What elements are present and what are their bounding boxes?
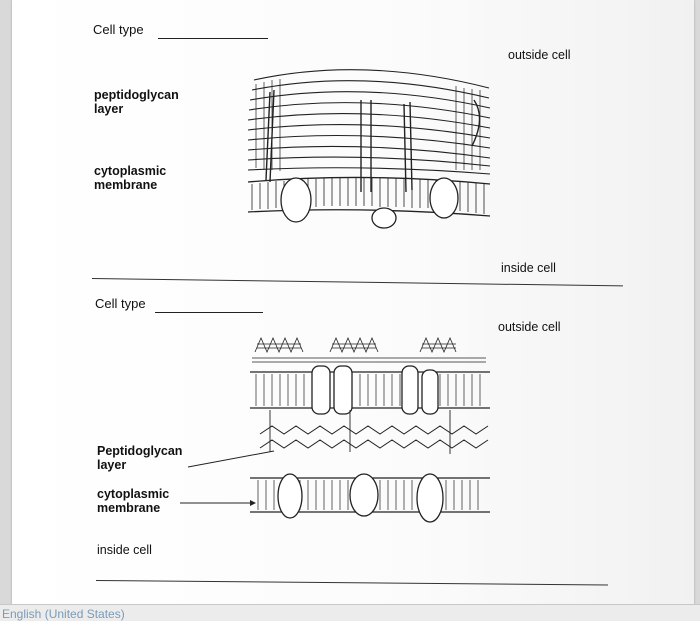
top-membrane-label-line2: membrane bbox=[94, 178, 158, 192]
bottom-outside-cell-label: outside cell bbox=[498, 320, 561, 334]
bottom-cell-type-label: Cell type bbox=[95, 296, 146, 311]
top-membrane-label-line1: cytoplasmic bbox=[94, 164, 167, 178]
gram-positive-wall-diagram bbox=[234, 60, 504, 240]
top-peptidoglycan-label-line2: layer bbox=[94, 102, 124, 116]
bottom-section-divider bbox=[96, 580, 608, 585]
bottom-membrane-proteins bbox=[278, 474, 443, 522]
top-outside-cell-label: outside cell bbox=[508, 48, 571, 62]
bottom-membrane-label-line2: membrane bbox=[97, 501, 161, 515]
top-peptidoglycan-label-line1: peptidoglycan bbox=[94, 88, 179, 102]
bottom-membrane-label bbox=[97, 487, 169, 515]
teichoic-acids bbox=[266, 90, 480, 192]
top-membrane-label bbox=[94, 164, 166, 192]
porin-proteins bbox=[312, 366, 438, 414]
top-inside-cell-label: inside cell bbox=[501, 261, 556, 275]
membrane-pointer-arrow bbox=[180, 497, 260, 509]
top-section-divider bbox=[92, 278, 623, 286]
bottom-peptidoglycan-label bbox=[97, 444, 182, 472]
bottom-cell-type-blank bbox=[155, 312, 263, 313]
top-membrane-proteins bbox=[281, 178, 458, 228]
top-peptidoglycan-label bbox=[94, 88, 179, 116]
bottom-inside-cell-label: inside cell bbox=[97, 543, 152, 557]
language-indicator[interactable]: English (United States) bbox=[2, 607, 125, 621]
peptidoglycan-layers bbox=[248, 70, 490, 174]
lipopolysaccharide bbox=[252, 338, 486, 362]
top-cell-type-label: Cell type bbox=[93, 22, 144, 37]
bottom-membrane-label-line1: cytoplasmic bbox=[97, 487, 170, 501]
top-cell-type-blank bbox=[158, 38, 268, 39]
status-bar bbox=[0, 604, 700, 621]
bottom-peptidoglycan-label-line2: layer bbox=[97, 458, 127, 472]
bottom-peptidoglycan-layer bbox=[260, 410, 488, 454]
outer-membrane bbox=[250, 372, 490, 408]
peptidoglycan-pointer-arrow bbox=[188, 447, 278, 471]
bottom-peptidoglycan-label-line1: Peptidoglycan bbox=[97, 444, 183, 458]
worksheet-page bbox=[12, 0, 694, 605]
gram-negative-wall-diagram bbox=[240, 330, 500, 550]
